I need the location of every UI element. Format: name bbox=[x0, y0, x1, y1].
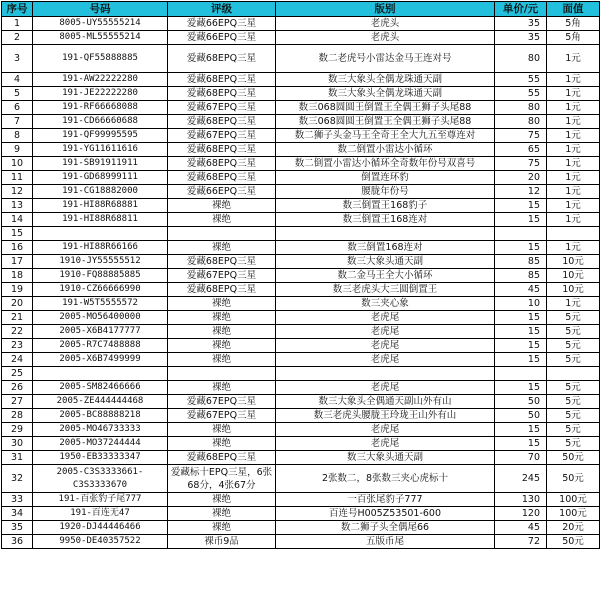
cell-grade: 爱藏68EPQ三星 bbox=[168, 255, 276, 269]
cell-variety: 数三夹心象 bbox=[276, 297, 495, 311]
cell-no: 22 bbox=[2, 325, 33, 339]
header-grade: 评级 bbox=[168, 2, 276, 17]
cell-variety: 数三倒置王168豹子 bbox=[276, 199, 495, 213]
cell-no: 18 bbox=[2, 269, 33, 283]
cell-no: 2 bbox=[2, 31, 33, 45]
cell-no: 17 bbox=[2, 255, 33, 269]
cell-code: 191-CG18882000 bbox=[33, 185, 168, 199]
cell-grade bbox=[168, 367, 276, 381]
cell-variety: 数三大象头通天副 bbox=[276, 255, 495, 269]
table-row bbox=[2, 535, 600, 549]
cell-price: 55 bbox=[495, 87, 547, 101]
cell-variety: 老虎尾 bbox=[276, 339, 495, 353]
cell-no: 33 bbox=[2, 493, 33, 507]
table-row bbox=[2, 185, 600, 199]
cell-no: 7 bbox=[2, 115, 33, 129]
cell-grade: 裸绝 bbox=[168, 325, 276, 339]
cell-grade: 爱藏标十EPQ三星，6张68分，4张67分 bbox=[168, 465, 276, 493]
cell-face-value: 5元 bbox=[547, 381, 600, 395]
cell-grade: 爱藏68EPQ三星 bbox=[168, 451, 276, 465]
cell-code: 191-AW22222280 bbox=[33, 73, 168, 87]
cell-no: 30 bbox=[2, 437, 33, 451]
header-price: 单价/元 bbox=[495, 2, 547, 17]
cell-code: 2005-BC88888218 bbox=[33, 409, 168, 423]
cell-grade: 爱藏67EPQ三星 bbox=[168, 395, 276, 409]
cell-grade: 爱藏66EPQ三星 bbox=[168, 185, 276, 199]
cell-grade: 爱藏68EPQ三星 bbox=[168, 171, 276, 185]
cell-no: 19 bbox=[2, 283, 33, 297]
table-row bbox=[2, 283, 600, 297]
cell-variety: 老虎头 bbox=[276, 31, 495, 45]
table-row bbox=[2, 31, 600, 45]
cell-face-value: 1元 bbox=[547, 199, 600, 213]
cell-code: 2005-MO46733333 bbox=[33, 423, 168, 437]
cell-variety: 老虎尾 bbox=[276, 381, 495, 395]
cell-face-value: 1元 bbox=[547, 73, 600, 87]
cell-price: 85 bbox=[495, 255, 547, 269]
cell-face-value: 50元 bbox=[547, 465, 600, 493]
cell-variety: 百连号H005Z53501-600 bbox=[276, 507, 495, 521]
cell-variety: 2张数二，8张数三夹心虎标十 bbox=[276, 465, 495, 493]
cell-face-value: 1元 bbox=[547, 213, 600, 227]
cell-face-value: 5元 bbox=[547, 339, 600, 353]
cell-variety: 数三大象头全偶龙珠通天副 bbox=[276, 87, 495, 101]
cell-price: 85 bbox=[495, 269, 547, 283]
cell-no: 24 bbox=[2, 353, 33, 367]
cell-face-value: 1元 bbox=[547, 129, 600, 143]
table-row bbox=[2, 367, 600, 381]
table-row bbox=[2, 395, 600, 409]
cell-price: 12 bbox=[495, 185, 547, 199]
cell-price: 72 bbox=[495, 535, 547, 549]
cell-variety: 老虎尾 bbox=[276, 311, 495, 325]
cell-no: 3 bbox=[2, 45, 33, 73]
table-row bbox=[2, 241, 600, 255]
cell-code: 191-RF66668088 bbox=[33, 101, 168, 115]
cell-no: 29 bbox=[2, 423, 33, 437]
cell-price: 80 bbox=[495, 45, 547, 73]
cell-variety: 数三倒置168连对 bbox=[276, 241, 495, 255]
table-row bbox=[2, 353, 600, 367]
cell-price: 35 bbox=[495, 17, 547, 31]
cell-grade: 裸绝 bbox=[168, 381, 276, 395]
cell-variety: 数二倒置小雷达小循环 bbox=[276, 143, 495, 157]
cell-grade: 裸绝 bbox=[168, 493, 276, 507]
cell-no: 21 bbox=[2, 311, 33, 325]
cell-grade: 裸绝 bbox=[168, 507, 276, 521]
header-variety: 版别 bbox=[276, 2, 495, 17]
cell-grade: 爱藏68EPQ三星 bbox=[168, 73, 276, 87]
cell-code: 191-JE22222280 bbox=[33, 87, 168, 101]
cell-price: 20 bbox=[495, 171, 547, 185]
cell-face-value: 5元 bbox=[547, 437, 600, 451]
cell-variety: 数三068圆圆王倒置王全偶王狮子头尾88 bbox=[276, 115, 495, 129]
table-row bbox=[2, 171, 600, 185]
cell-face-value: 1元 bbox=[547, 115, 600, 129]
cell-grade: 裸绝 bbox=[168, 297, 276, 311]
cell-price: 65 bbox=[495, 143, 547, 157]
cell-face-value: 5元 bbox=[547, 311, 600, 325]
cell-price: 15 bbox=[495, 353, 547, 367]
cell-no: 5 bbox=[2, 87, 33, 101]
cell-face-value: 10元 bbox=[547, 255, 600, 269]
cell-face-value: 5元 bbox=[547, 409, 600, 423]
cell-code: 2005-MO56400000 bbox=[33, 311, 168, 325]
table-body bbox=[2, 17, 600, 549]
cell-grade: 裸绝 bbox=[168, 213, 276, 227]
header-no: 序号 bbox=[2, 2, 33, 17]
cell-face-value: 5角 bbox=[547, 17, 600, 31]
cell-grade: 爱藏66EPQ三星 bbox=[168, 31, 276, 45]
cell-price: 75 bbox=[495, 157, 547, 171]
cell-grade: 爱藏67EPQ三星 bbox=[168, 269, 276, 283]
cell-code: 2005-X6B7499999 bbox=[33, 353, 168, 367]
cell-code: 1920-DJ44446466 bbox=[33, 521, 168, 535]
cell-face-value: 50元 bbox=[547, 535, 600, 549]
cell-variety: 数三大象头全偶龙珠通天副 bbox=[276, 73, 495, 87]
cell-face-value: 20元 bbox=[547, 521, 600, 535]
cell-face-value: 1元 bbox=[547, 185, 600, 199]
cell-variety: 老虎头 bbox=[276, 17, 495, 31]
table-row bbox=[2, 325, 600, 339]
cell-no: 1 bbox=[2, 17, 33, 31]
cell-variety: 数二倒置小雷达小循环全奇数年份号双喜号 bbox=[276, 157, 495, 171]
table-row bbox=[2, 409, 600, 423]
cell-face-value: 100元 bbox=[547, 493, 600, 507]
cell-variety: 数二狮子头金马王全奇王全大九五至尊连对 bbox=[276, 129, 495, 143]
table-row bbox=[2, 507, 600, 521]
cell-no: 31 bbox=[2, 451, 33, 465]
cell-no: 36 bbox=[2, 535, 33, 549]
cell-face-value: 1元 bbox=[547, 241, 600, 255]
cell-variety: 数二金马王全大小循环 bbox=[276, 269, 495, 283]
cell-price: 75 bbox=[495, 129, 547, 143]
cell-variety: 数三大象头通天副 bbox=[276, 451, 495, 465]
cell-face-value: 1元 bbox=[547, 297, 600, 311]
cell-face-value: 1元 bbox=[547, 171, 600, 185]
cell-price: 10 bbox=[495, 297, 547, 311]
cell-code: 191-YG11611616 bbox=[33, 143, 168, 157]
cell-grade: 爱藏66EPQ三星 bbox=[168, 17, 276, 31]
cell-price: 55 bbox=[495, 73, 547, 87]
cell-no: 15 bbox=[2, 227, 33, 241]
cell-face-value: 1元 bbox=[547, 45, 600, 73]
table-row bbox=[2, 199, 600, 213]
cell-grade: 裸绝 bbox=[168, 353, 276, 367]
cell-variety: 五版币尾 bbox=[276, 535, 495, 549]
cell-variety: 倒置连环豹 bbox=[276, 171, 495, 185]
cell-no: 34 bbox=[2, 507, 33, 521]
table-row bbox=[2, 297, 600, 311]
cell-face-value: 5元 bbox=[547, 395, 600, 409]
table-row bbox=[2, 143, 600, 157]
table-row bbox=[2, 45, 600, 73]
cell-variety: 数三倒置王168连对 bbox=[276, 213, 495, 227]
cell-price bbox=[495, 367, 547, 381]
cell-no: 25 bbox=[2, 367, 33, 381]
cell-face-value: 50元 bbox=[547, 451, 600, 465]
cell-face-value: 100元 bbox=[547, 507, 600, 521]
table-row bbox=[2, 129, 600, 143]
cell-grade: 爱藏68EPQ三星 bbox=[168, 45, 276, 73]
cell-no: 4 bbox=[2, 73, 33, 87]
cell-price: 50 bbox=[495, 409, 547, 423]
cell-no: 13 bbox=[2, 199, 33, 213]
cell-price: 80 bbox=[495, 101, 547, 115]
cell-code: 2005-MO37244444 bbox=[33, 437, 168, 451]
header-row bbox=[2, 2, 600, 17]
cell-price: 15 bbox=[495, 339, 547, 353]
cell-face-value bbox=[547, 227, 600, 241]
cell-variety: 老虎尾 bbox=[276, 423, 495, 437]
cell-variety: 数三老虎头大三圆倒置王 bbox=[276, 283, 495, 297]
cell-variety: 数三老虎头腰胧王玲珑王山外有山 bbox=[276, 409, 495, 423]
table-row bbox=[2, 339, 600, 353]
table-row bbox=[2, 73, 600, 87]
cell-grade bbox=[168, 227, 276, 241]
cell-variety: 数二老虎号小雷达金马王连对号 bbox=[276, 45, 495, 73]
cell-variety: 腰胧年份号 bbox=[276, 185, 495, 199]
cell-variety: 一百张尾豹子777 bbox=[276, 493, 495, 507]
table-row bbox=[2, 17, 600, 31]
cell-no: 32 bbox=[2, 465, 33, 493]
table-row bbox=[2, 227, 600, 241]
cell-face-value: 10元 bbox=[547, 269, 600, 283]
cell-face-value: 5角 bbox=[547, 31, 600, 45]
table-row bbox=[2, 437, 600, 451]
table-row bbox=[2, 157, 600, 171]
cell-variety: 数二狮子头全偶尾66 bbox=[276, 521, 495, 535]
cell-price: 15 bbox=[495, 213, 547, 227]
cell-price: 15 bbox=[495, 423, 547, 437]
cell-face-value: 1元 bbox=[547, 101, 600, 115]
header-code: 号码 bbox=[33, 2, 168, 17]
cell-grade: 爱藏67EPQ三星 bbox=[168, 409, 276, 423]
cell-no: 35 bbox=[2, 521, 33, 535]
cell-no: 14 bbox=[2, 213, 33, 227]
cell-variety bbox=[276, 227, 495, 241]
table-row bbox=[2, 255, 600, 269]
cell-grade: 爱藏68EPQ三星 bbox=[168, 115, 276, 129]
cell-variety: 老虎尾 bbox=[276, 437, 495, 451]
cell-code: 191-百张豹子尾777 bbox=[33, 493, 168, 507]
table-row bbox=[2, 311, 600, 325]
cell-code: 1910-FQ88885885 bbox=[33, 269, 168, 283]
cell-code: 191-HI88R68811 bbox=[33, 213, 168, 227]
cell-grade: 爱藏68EPQ三星 bbox=[168, 157, 276, 171]
table-row bbox=[2, 381, 600, 395]
cell-grade: 裸绝 bbox=[168, 521, 276, 535]
cell-grade: 爱藏68EPQ三星 bbox=[168, 143, 276, 157]
cell-variety: 数三大象头全偶通天副山外有山 bbox=[276, 395, 495, 409]
cell-no: 26 bbox=[2, 381, 33, 395]
cell-price: 130 bbox=[495, 493, 547, 507]
cell-variety: 老虎尾 bbox=[276, 353, 495, 367]
cell-price: 15 bbox=[495, 199, 547, 213]
cell-variety bbox=[276, 367, 495, 381]
cell-face-value: 1元 bbox=[547, 157, 600, 171]
cell-grade: 裸绝 bbox=[168, 241, 276, 255]
cell-code: 1950-EB33333347 bbox=[33, 451, 168, 465]
cell-no: 11 bbox=[2, 171, 33, 185]
table-row bbox=[2, 465, 600, 493]
cell-grade: 爱藏68EPQ三星 bbox=[168, 283, 276, 297]
cell-code: 1910-JY55555512 bbox=[33, 255, 168, 269]
cell-face-value: 5元 bbox=[547, 423, 600, 437]
cell-face-value: 5元 bbox=[547, 325, 600, 339]
cell-variety: 老虎尾 bbox=[276, 325, 495, 339]
cell-no: 28 bbox=[2, 409, 33, 423]
cell-grade: 爱藏67EPQ三星 bbox=[168, 129, 276, 143]
cell-price: 15 bbox=[495, 325, 547, 339]
cell-grade: 裸币9品 bbox=[168, 535, 276, 549]
cell-code: 191-SB91911911 bbox=[33, 157, 168, 171]
cell-price bbox=[495, 227, 547, 241]
cell-no: 9 bbox=[2, 143, 33, 157]
table-row bbox=[2, 269, 600, 283]
cell-grade: 爱藏68EPQ三星 bbox=[168, 87, 276, 101]
cell-price: 70 bbox=[495, 451, 547, 465]
cell-price: 15 bbox=[495, 437, 547, 451]
cell-no: 27 bbox=[2, 395, 33, 409]
cell-code: 9950-DE40357522 bbox=[33, 535, 168, 549]
cell-code: 191-GD68999111 bbox=[33, 171, 168, 185]
table-row bbox=[2, 493, 600, 507]
table-row bbox=[2, 101, 600, 115]
cell-code: 191-百连无47 bbox=[33, 507, 168, 521]
cell-price: 15 bbox=[495, 311, 547, 325]
cell-grade: 裸绝 bbox=[168, 339, 276, 353]
cell-no: 10 bbox=[2, 157, 33, 171]
cell-no: 16 bbox=[2, 241, 33, 255]
cell-grade: 爱藏67EPQ三星 bbox=[168, 101, 276, 115]
table-row bbox=[2, 213, 600, 227]
cell-code: 2005-C3S3333661-C3S3333670 bbox=[33, 465, 168, 493]
cell-no: 8 bbox=[2, 129, 33, 143]
cell-code bbox=[33, 367, 168, 381]
cell-face-value: 10元 bbox=[547, 283, 600, 297]
cell-face-value: 5元 bbox=[547, 353, 600, 367]
cell-code: 191-HI88R68881 bbox=[33, 199, 168, 213]
header-face-value: 面值 bbox=[547, 2, 600, 17]
cell-code: 191-CD66660688 bbox=[33, 115, 168, 129]
cell-code: 8005-ML55555214 bbox=[33, 31, 168, 45]
cell-price: 45 bbox=[495, 283, 547, 297]
cell-price: 35 bbox=[495, 31, 547, 45]
table-row bbox=[2, 87, 600, 101]
cell-grade: 裸绝 bbox=[168, 199, 276, 213]
cell-code: 191-HI88R66166 bbox=[33, 241, 168, 255]
table-row bbox=[2, 521, 600, 535]
cell-code: 8005-UY55555214 bbox=[33, 17, 168, 31]
cell-price: 15 bbox=[495, 381, 547, 395]
cell-variety: 数三068圆圆王倒置王全偶王狮子头尾88 bbox=[276, 101, 495, 115]
cell-no: 12 bbox=[2, 185, 33, 199]
cell-face-value: 1元 bbox=[547, 87, 600, 101]
table-row bbox=[2, 423, 600, 437]
price-table bbox=[1, 1, 600, 549]
cell-code: 2005-X6B4177777 bbox=[33, 325, 168, 339]
table-row bbox=[2, 115, 600, 129]
cell-grade: 裸绝 bbox=[168, 437, 276, 451]
cell-face-value: 1元 bbox=[547, 143, 600, 157]
cell-no: 20 bbox=[2, 297, 33, 311]
cell-code bbox=[33, 227, 168, 241]
cell-price: 245 bbox=[495, 465, 547, 493]
cell-grade: 裸绝 bbox=[168, 311, 276, 325]
table-row bbox=[2, 451, 600, 465]
cell-price: 15 bbox=[495, 241, 547, 255]
cell-no: 23 bbox=[2, 339, 33, 353]
cell-grade: 裸绝 bbox=[168, 423, 276, 437]
cell-face-value bbox=[547, 367, 600, 381]
cell-code: 1910-CZ66666990 bbox=[33, 283, 168, 297]
cell-price: 80 bbox=[495, 115, 547, 129]
cell-code: 2005-ZE444444468 bbox=[33, 395, 168, 409]
cell-code: 191-QF55888885 bbox=[33, 45, 168, 73]
cell-code: 191-W5T5555572 bbox=[33, 297, 168, 311]
cell-price: 45 bbox=[495, 521, 547, 535]
cell-price: 120 bbox=[495, 507, 547, 521]
cell-no: 6 bbox=[2, 101, 33, 115]
cell-price: 50 bbox=[495, 395, 547, 409]
cell-code: 191-QF99995595 bbox=[33, 129, 168, 143]
cell-code: 2005-R7C7488888 bbox=[33, 339, 168, 353]
cell-code: 2005-SM82466666 bbox=[33, 381, 168, 395]
